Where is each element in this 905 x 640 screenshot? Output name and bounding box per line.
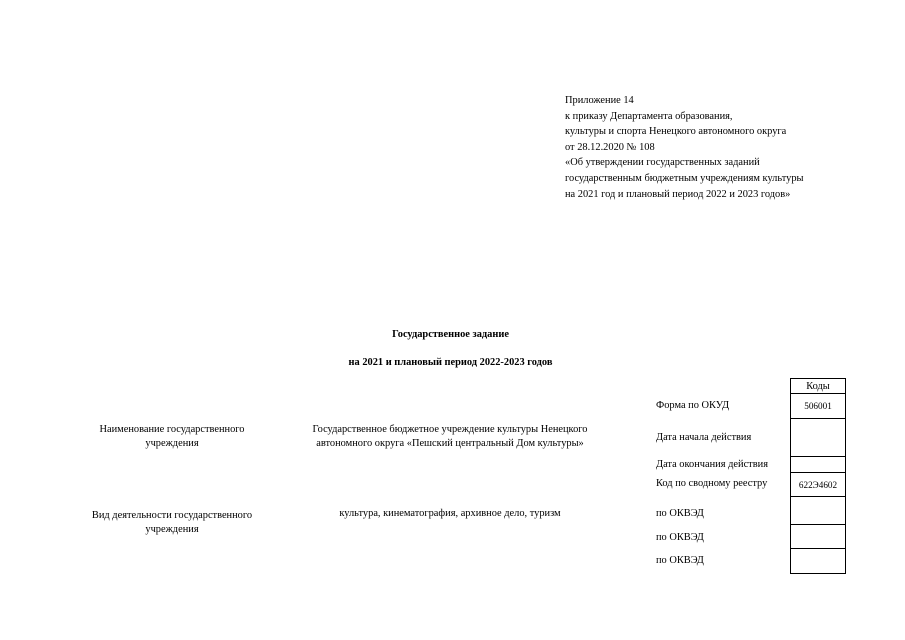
okved-label-2: по ОКВЭД bbox=[656, 532, 704, 543]
start-date-code bbox=[790, 418, 846, 457]
appendix-block bbox=[565, 93, 885, 202]
okud-label: Форма по ОКУД bbox=[656, 400, 730, 411]
start-date-label: Дата начала действия bbox=[656, 432, 752, 443]
okved-code-1 bbox=[790, 496, 846, 525]
appendix-line: от 28.12.2020 № 108 bbox=[565, 141, 655, 153]
end-date-label: Дата окончания действия bbox=[656, 459, 768, 470]
activity-label: Вид деятельности государственного учреждения bbox=[91, 510, 253, 536]
appendix-line: культуры и спорта Ненецкого автономного округа bbox=[565, 126, 787, 138]
registry-code-label: Код по сводному реестру bbox=[656, 478, 768, 489]
document-period: на 2021 и плановый период 2022-2023 годов bbox=[348, 357, 553, 368]
institution-value: Государственное бюджетное учреждение культуры Ненецкого автономного округа «Пешский центральный Дом культуры» bbox=[312, 424, 588, 450]
registry-code: 622Э4602 bbox=[790, 472, 846, 497]
appendix-line: к приказу Департамента образования, bbox=[565, 110, 733, 122]
institution-label: Наименование государственного учреждения bbox=[99, 424, 245, 450]
appendix-line: государственным бюджетным учреждениям культуры bbox=[565, 172, 804, 184]
end-date-code bbox=[790, 456, 846, 473]
okved-code-2 bbox=[790, 524, 846, 549]
appendix-line: «Об утверждении государственных заданий bbox=[565, 157, 760, 169]
appendix-line: Приложение 14 bbox=[565, 95, 634, 106]
codes-header: Коды bbox=[790, 378, 846, 394]
activity-value: культура, кинематография, архивное дело, туризм bbox=[339, 508, 561, 519]
okved-code-3 bbox=[790, 548, 846, 574]
okud-code: 506001 bbox=[790, 393, 846, 419]
appendix-line: на 2021 год и плановый период 2022 и 2023 годов» bbox=[565, 188, 791, 200]
okved-label-3: по ОКВЭД bbox=[656, 555, 704, 566]
document-title: Государственное задание bbox=[392, 329, 509, 340]
okved-label-1: по ОКВЭД bbox=[656, 508, 704, 519]
